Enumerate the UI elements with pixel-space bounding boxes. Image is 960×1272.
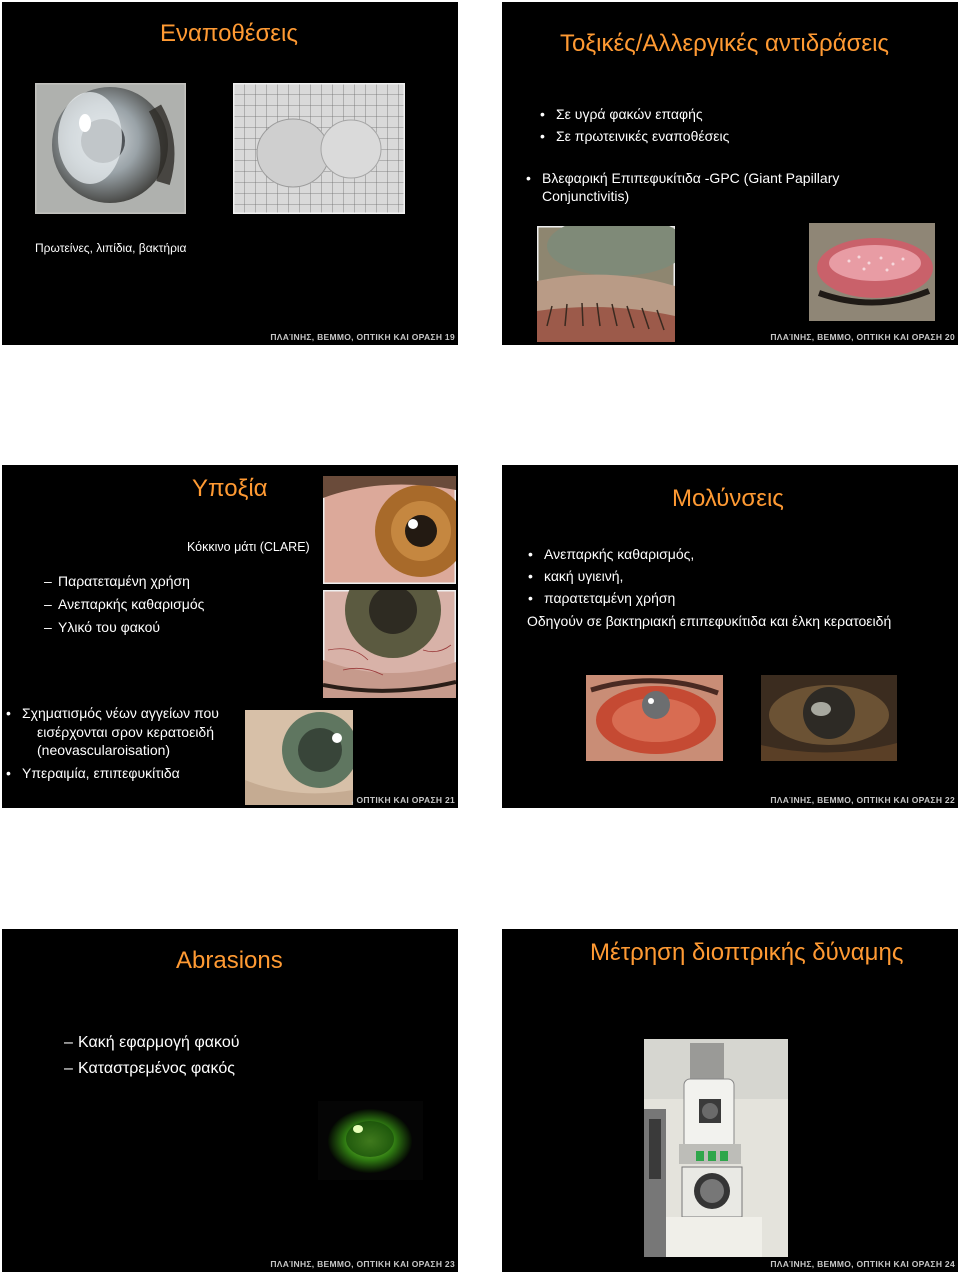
slide-23: [2, 929, 458, 1272]
neovascular-eye-photo: [245, 710, 353, 805]
gpc-line-2: Conjunctivitis): [542, 188, 630, 204]
deposits-caption: Πρωτείνες, λιπίδια, βακτήρια: [35, 241, 187, 255]
eyelid-papillae-photo-2: [809, 223, 935, 321]
list-item: [4, 702, 219, 724]
list-item: [524, 167, 839, 189]
list-item: • Σε υγρά φακών επαφής: [538, 103, 729, 125]
list-item: – Κακή εφαρμογή φακού: [64, 1030, 239, 1056]
list-item: – Παρατεταμένη χρήση: [44, 570, 204, 593]
slide-21: [2, 465, 458, 808]
slide-footer: , ΟΠΤΙΚΗ ΚΑΙ ΟΡΑΣΗ 21: [351, 795, 455, 805]
abrasion-causes-list: [64, 1030, 239, 1082]
grid-lens-deposit-photo: [233, 83, 405, 214]
slide-22: [502, 465, 958, 808]
hyperemia-list: [4, 762, 180, 784]
slide-title: Υποξία: [192, 475, 268, 502]
list-item: • παρατεταμένη χρήση: [526, 587, 694, 609]
neovascular-list: [4, 702, 219, 724]
red-eye-photo-2: [323, 590, 456, 698]
slide-title: Εναποθέσεις: [160, 20, 298, 47]
list-item: • Υπεραιμία, επιπεφυκίτιδα: [4, 762, 180, 784]
slide-20: [502, 2, 958, 345]
list-item: • κακή υγιεινή,: [526, 565, 694, 587]
slide-title: Μέτρηση διοπτρικής δύναμης: [590, 939, 904, 966]
infection-conclusion: Οδηγούν σε βακτηριακή επιπεφυκίτιδα και έλκη κερατοειδή: [527, 613, 892, 629]
slide-footer: ΠΛΑΊΝΗΣ, ΒΕΜΜΟ, ΟΠΤΙΚΗ ΚΑΙ ΟΡΑΣΗ 24: [770, 1259, 955, 1269]
red-eye-label: Κόκκινο μάτι (CLARE): [187, 540, 310, 554]
slide-19: [2, 2, 458, 345]
slide-title: Τοξικές/Αλλεργικές αντιδράσεις: [560, 30, 889, 57]
list-item: • Σε πρωτεινικές εναποθέσεις: [538, 125, 729, 147]
reaction-list: [538, 103, 729, 147]
fluorescein-abrasion-photo: [318, 1101, 423, 1180]
red-eye-photo-1: [323, 476, 456, 584]
list-item: – Υλικό του φακού: [44, 616, 204, 639]
infection-causes-list: [526, 543, 694, 609]
slide-footer: ΠΛΑΊΝΗΣ, ΒΕΜΜΟ, ΟΠΤΙΚΗ ΚΑΙ ΟΡΑΣΗ 19: [270, 332, 455, 342]
neo-line-3: (neovascularoisation): [37, 742, 171, 758]
bacterial-conjunctivitis-photo: [586, 675, 723, 761]
lens-deposit-eye-photo: [35, 83, 186, 214]
neo-line-1: Σχηματισμός νέων αγγείων που: [22, 705, 219, 721]
slide-footer: ΠΛΑΊΝΗΣ, ΒΕΜΜΟ, ΟΠΤΙΚΗ ΚΑΙ ΟΡΑΣΗ 20: [770, 332, 955, 342]
eyelid-papillae-photo-1: [537, 226, 675, 342]
slide-title: Abrasions: [176, 947, 283, 974]
slide-title: Μολύνσεις: [672, 485, 784, 512]
corneal-ulcer-photo: [761, 675, 897, 761]
neo-line-2: εισέρχονται σρον κερατοειδή: [37, 724, 215, 740]
gpc-list: [524, 167, 839, 189]
list-item: – Καταστρεμένος φακός: [64, 1056, 239, 1082]
list-item: – Ανεπαρκής καθαρισμός: [44, 593, 204, 616]
hypoxia-causes-list: [44, 570, 204, 639]
slide-24: [502, 929, 958, 1272]
list-item: • Ανεπαρκής καθαρισμός,: [526, 543, 694, 565]
lensmeter-photo: [644, 1039, 788, 1257]
slide-footer: ΠΛΑΊΝΗΣ, ΒΕΜΜΟ, ΟΠΤΙΚΗ ΚΑΙ ΟΡΑΣΗ 23: [270, 1259, 455, 1269]
slide-footer: ΠΛΑΊΝΗΣ, ΒΕΜΜΟ, ΟΠΤΙΚΗ ΚΑΙ ΟΡΑΣΗ 22: [770, 795, 955, 805]
gpc-line-1: Βλεφαρική Επιπεφυκίτιδα -GPC (Giant Papillary: [542, 170, 840, 186]
